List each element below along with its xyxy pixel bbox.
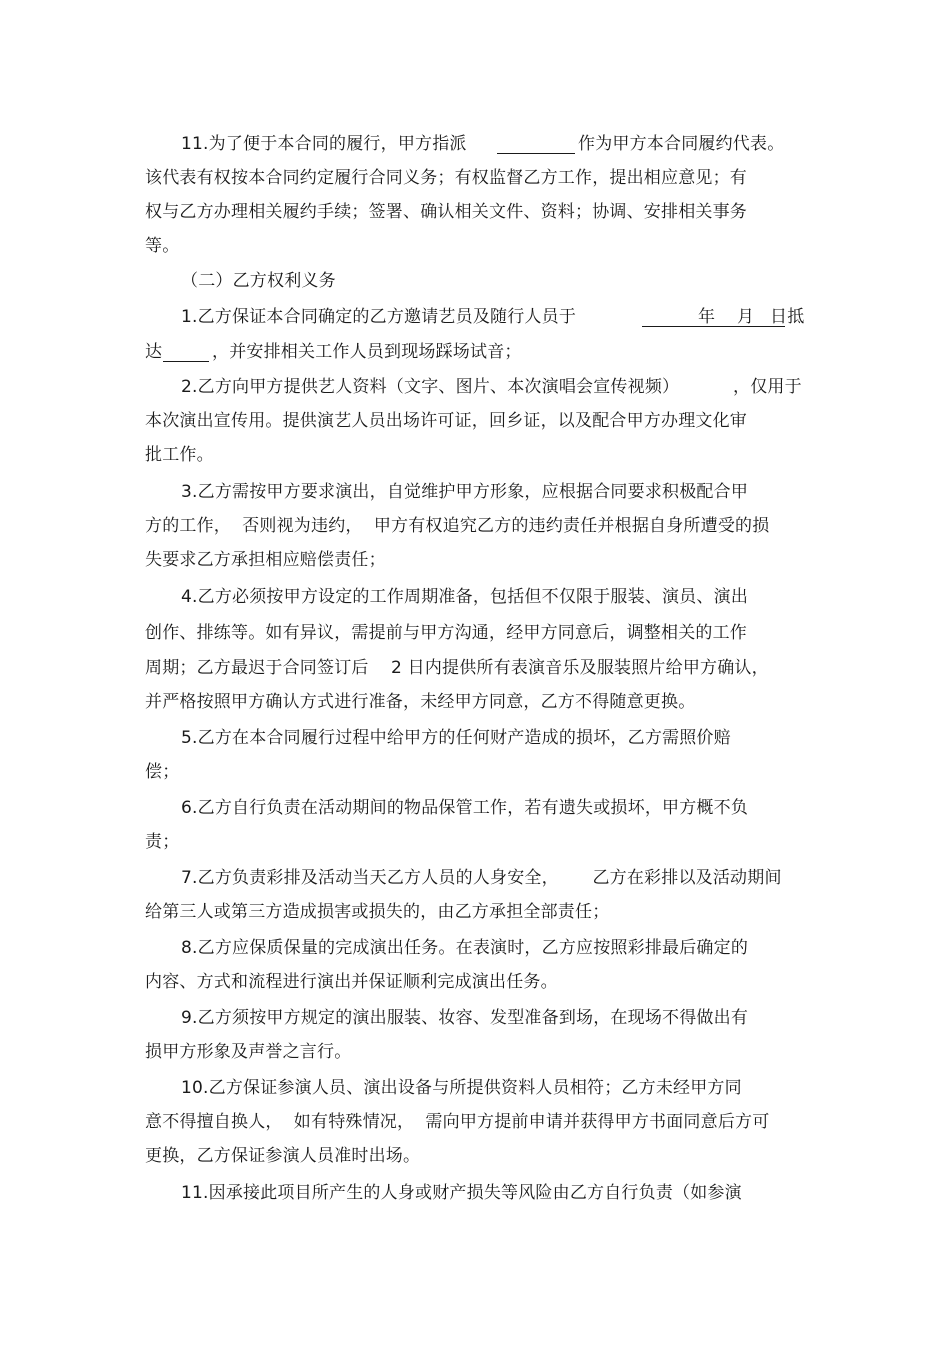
date-month-label: 月 bbox=[737, 307, 755, 327]
line-party-b-1-a: 1.乙方保证本合同确定的乙方邀请艺员及随行人员于 bbox=[181, 307, 577, 327]
line-party-b-10-c: 更换，乙方保证参演人员准时出场。 bbox=[145, 1146, 421, 1166]
line-party-b-4-b: 创作、排练等。如有异议，需提前与甲方沟通，经甲方同意后，调整相关的工作 bbox=[145, 623, 747, 643]
line-party-a-11-e: 等。 bbox=[145, 236, 180, 256]
line-party-b-8-b: 内容、方式和流程进行演出并保证顺利完成演出任务。 bbox=[145, 972, 558, 992]
line-party-b-3-c: 失要求乙方承担相应赔偿责任； bbox=[145, 550, 386, 570]
line-party-a-11-a: 11.为了便于本合同的履行，甲方指派 bbox=[181, 134, 467, 154]
date-year-label: 年 bbox=[698, 307, 716, 327]
section-heading-party-b: （二）乙方权利义务 bbox=[181, 271, 336, 291]
line-party-b-4-a: 4.乙方必须按甲方设定的工作周期准备，包括但不仅限于服装、演员、演出 bbox=[181, 587, 749, 607]
line-party-b-2-c: 本次演出宣传用。提供演艺人员出场许可证，回乡证，以及配合甲方办理文化审 bbox=[145, 411, 747, 431]
line-party-b-8-a: 8.乙方应保质保量的完成演出任务。在表演时，乙方应按照彩排最后确定的 bbox=[181, 938, 749, 958]
line-party-a-11-d: 权与乙方办理相关履约手续；签署、确认相关文件、资料；协调、安排相关事务 bbox=[145, 202, 747, 222]
line-party-b-3-b: 方的工作， 否则视为违约， 甲方有权追究乙方的违约责任并根据自身所遭受的损 bbox=[145, 516, 770, 536]
line-party-b-6-a: 6.乙方自行负责在活动期间的物品保管工作，若有遗失或损坏，甲方概不负 bbox=[181, 798, 749, 818]
line-party-b-2-b: ，仅用于 bbox=[733, 377, 802, 397]
blank-representative bbox=[497, 135, 575, 154]
line-party-b-6-b: 责； bbox=[145, 832, 180, 852]
line-party-a-11-b: 作为甲方本合同履约代表。 bbox=[578, 134, 785, 154]
line-party-b-9-a: 9.乙方须按甲方规定的演出服装、妆容、发型准备到场，在现场不得做出有 bbox=[181, 1008, 749, 1028]
line-party-b-5-a: 5.乙方在本合同履行过程中给甲方的任何财产造成的损坏，乙方需照价赔 bbox=[181, 728, 731, 748]
blank-arrival-place bbox=[163, 343, 209, 362]
line-party-b-10-a: 10.乙方保证参演人员、演出设备与所提供资料人员相符；乙方未经甲方同 bbox=[181, 1078, 742, 1098]
line-party-b-4-c: 周期；乙方最迟于合同签订后 2 日内提供所有表演音乐及服装照片给甲方确认， bbox=[145, 658, 769, 678]
date-day-label: 日抵 bbox=[770, 307, 805, 327]
line-party-a-11-c: 该代表有权按本合同约定履行合同义务；有权监督乙方工作，提出相应意见；有 bbox=[145, 168, 747, 188]
line-party-b-5-b: 偿； bbox=[145, 762, 180, 782]
line-party-b-3-a: 3.乙方需按甲方要求演出，自觉维护甲方形象，应根据合同要求积极配合甲 bbox=[181, 482, 749, 502]
line-party-b-2-a: 2.乙方向甲方提供艺人资料（文字、图片、本次演唱会宣传视频） bbox=[181, 377, 680, 397]
line-party-b-2-d: 批工作。 bbox=[145, 445, 214, 465]
line-party-b-9-b: 损甲方形象及声誉之言行。 bbox=[145, 1042, 352, 1062]
line-party-b-1-c: ，并安排相关工作人员到现场踩场试音； bbox=[212, 342, 522, 362]
line-party-b-10-b: 意不得擅自换人， 如有特殊情况， 需向甲方提前申请并获得甲方书面同意后方可 bbox=[145, 1112, 770, 1132]
line-party-b-4-d: 并严格按照甲方确认方式进行准备，未经甲方同意，乙方不得随意更换。 bbox=[145, 692, 696, 712]
line-party-b-1-b: 达 bbox=[145, 342, 163, 362]
line-party-b-11-a: 11.因承接此项目所产生的人身或财产损失等风险由乙方自行负责（如参演 bbox=[181, 1183, 742, 1203]
line-party-b-7-b: 给第三人或第三方造成损害或损失的，由乙方承担全部责任； bbox=[145, 902, 610, 922]
line-party-b-7-a: 7.乙方负责彩排及活动当天乙方人员的人身安全， 乙方在彩排以及活动期间 bbox=[181, 868, 782, 888]
